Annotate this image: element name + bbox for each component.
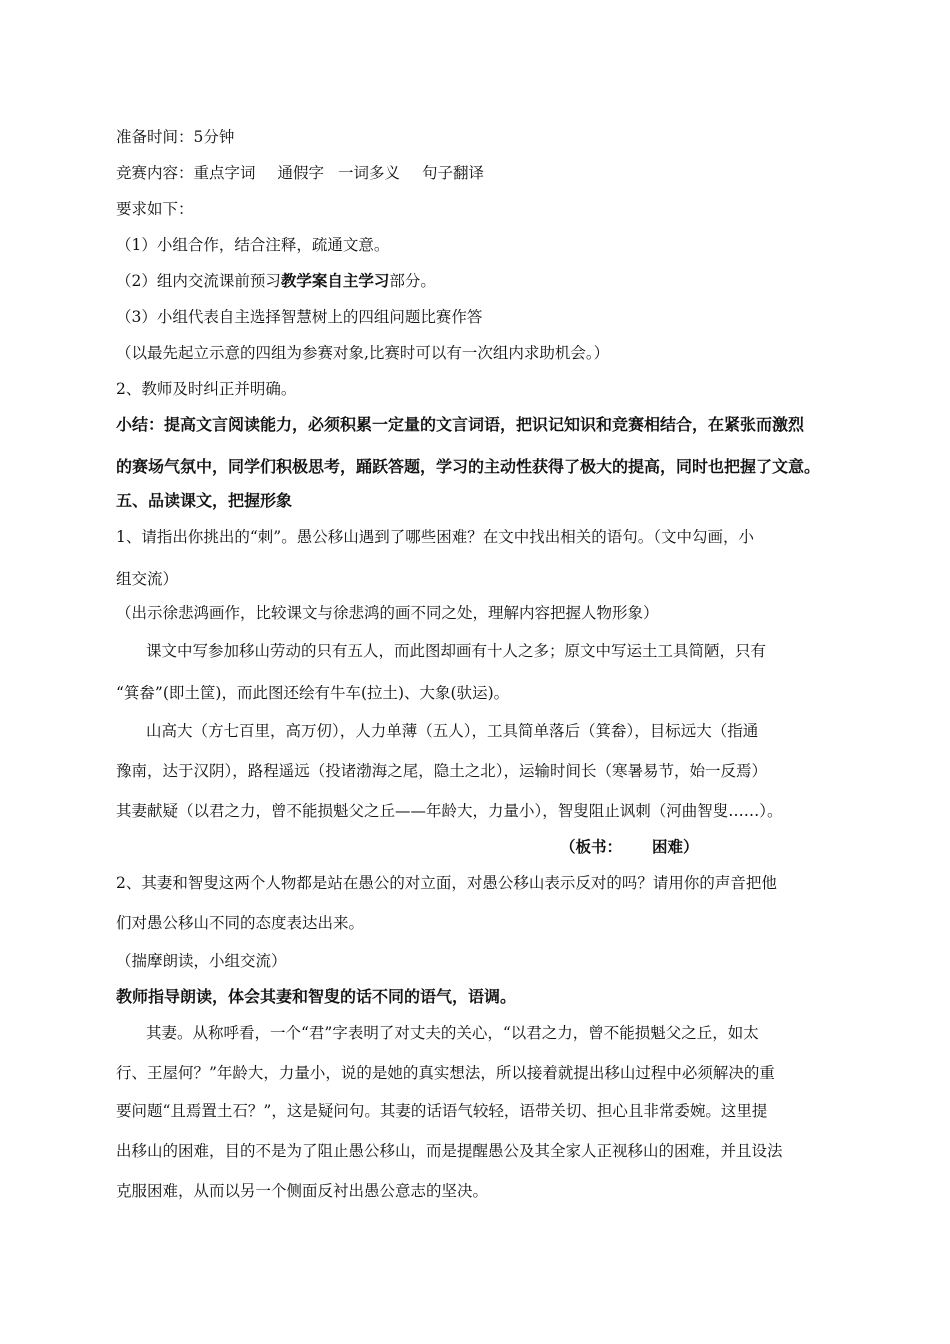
board-value: 困难） (652, 837, 699, 856)
contest-item: 通假字 (277, 164, 325, 182)
requirement-bold-text: 教学案自主学习 (280, 271, 390, 290)
contest-label: 竞赛内容：重点字词 (116, 164, 256, 182)
summary-paragraph-cont: 的赛场气氛中，同学们积极思考，踊跃答题，学习的主动性获得了极大的提高，同时也把握了文意。 (116, 457, 821, 476)
question-2-cont: 们对愚公移山不同的态度表达出来。 (116, 914, 365, 932)
paragraph-painting-cont: “箕畚”(即土筐)，而此图还绘有牛车(拉土)、大象(驮运)。 (116, 684, 510, 702)
contest-item: 一词多义 (338, 164, 401, 182)
requirement-note: （以最先起立示意的四组为参赛对象,比赛时可以有一次组内求助机会。） (116, 344, 610, 362)
analysis-paragraph-cont: 要问题“且焉置土石？”，这是疑问句。其妻的话语气较轻，语带关切、担心且非常委婉。这里提 (116, 1102, 768, 1120)
prep-time: 准备时间：5分钟 (116, 128, 235, 146)
activity-note: （揣摩朗读，小组交流） (116, 952, 287, 970)
requirement-text: （2）组内交流课前预习 (116, 272, 281, 290)
section-heading: 五、品读课文，把握形象 (116, 491, 293, 510)
board-label: （板书： (560, 837, 623, 856)
question-1: 1、请指出你挑出的“刺”。愚公移山遇到了哪些困难？在文中找出相关的语句。（文中勾画，小 (116, 528, 754, 546)
paragraph-difficulties-cont: 豫南，达于汉阴），路程遥远（投诸渤海之尾，隐土之北），运输时间长（寒暑易节，始一反焉） (116, 762, 768, 780)
teacher-guidance: 教师指导朗读，体会其妻和智叟的话不同的语气，语调。 (116, 987, 517, 1006)
requirement-3: （3）小组代表自主选择智慧树上的四组问题比赛作答 (116, 308, 483, 326)
requirement-2 (116, 270, 850, 292)
activity-note: （出示徐悲鸿画作，比较课文与徐悲鸿的画不同之处，理解内容把握人物形象） (116, 604, 659, 622)
summary-paragraph: 小结：提高文言阅读能力，必须积累一定量的文言词语，把识记知识和竞赛相结合，在紧张而激烈 (116, 415, 805, 434)
question-2: 2、其妻和智叟这两个人物都是站在愚公的对立面，对愚公移山表示反对的吗？请用你的声音把他 (116, 874, 777, 892)
contest-item: 句子翻译 (422, 164, 485, 182)
step-2: 2、教师及时纠正并明确。 (116, 380, 297, 398)
requirement-1: （1）小组合作，结合注释，疏通文意。 (116, 236, 390, 254)
analysis-paragraph: 其妻。从称呼看，一个“君”字表明了对丈夫的关心，“以君之力，曾不能损魁父之丘，如太 (146, 1024, 759, 1042)
contest-content (116, 162, 850, 184)
analysis-paragraph-cont: 行、王屋何？”年龄大，力量小，说的是她的真实想法，所以接着就提出移山过程中必须解决的重 (116, 1064, 775, 1082)
requirement-text: 部分。 (389, 272, 436, 290)
paragraph-difficulties: 山高大（方七百里，高万仞），人力单薄（五人），工具简单落后（箕畚），目标远大（指通 (146, 722, 759, 740)
analysis-paragraph-cont: 克服困难，从而以另一个侧面反衬出愚公意志的坚决。 (116, 1182, 489, 1200)
analysis-paragraph-cont: 出移山的困难，目的不是为了阻止愚公移山，而是提醒愚公及其全家人正视移山的困难，并且设法 (116, 1142, 783, 1160)
requirements-heading: 要求如下： (116, 200, 194, 218)
board-note (560, 836, 860, 858)
paragraph-painting: 课文中写参加移山劳动的只有五人，而此图却画有十人之多；原文中写运土工具简陋，只有 (146, 642, 767, 660)
paragraph-difficulties-cont: 其妻献疑（以君之力，曾不能损魁父之丘——年龄大，力量小），智叟阻止讽刺（河曲智叟……）。 (116, 802, 783, 820)
question-1-cont: 组交流） (116, 570, 179, 588)
